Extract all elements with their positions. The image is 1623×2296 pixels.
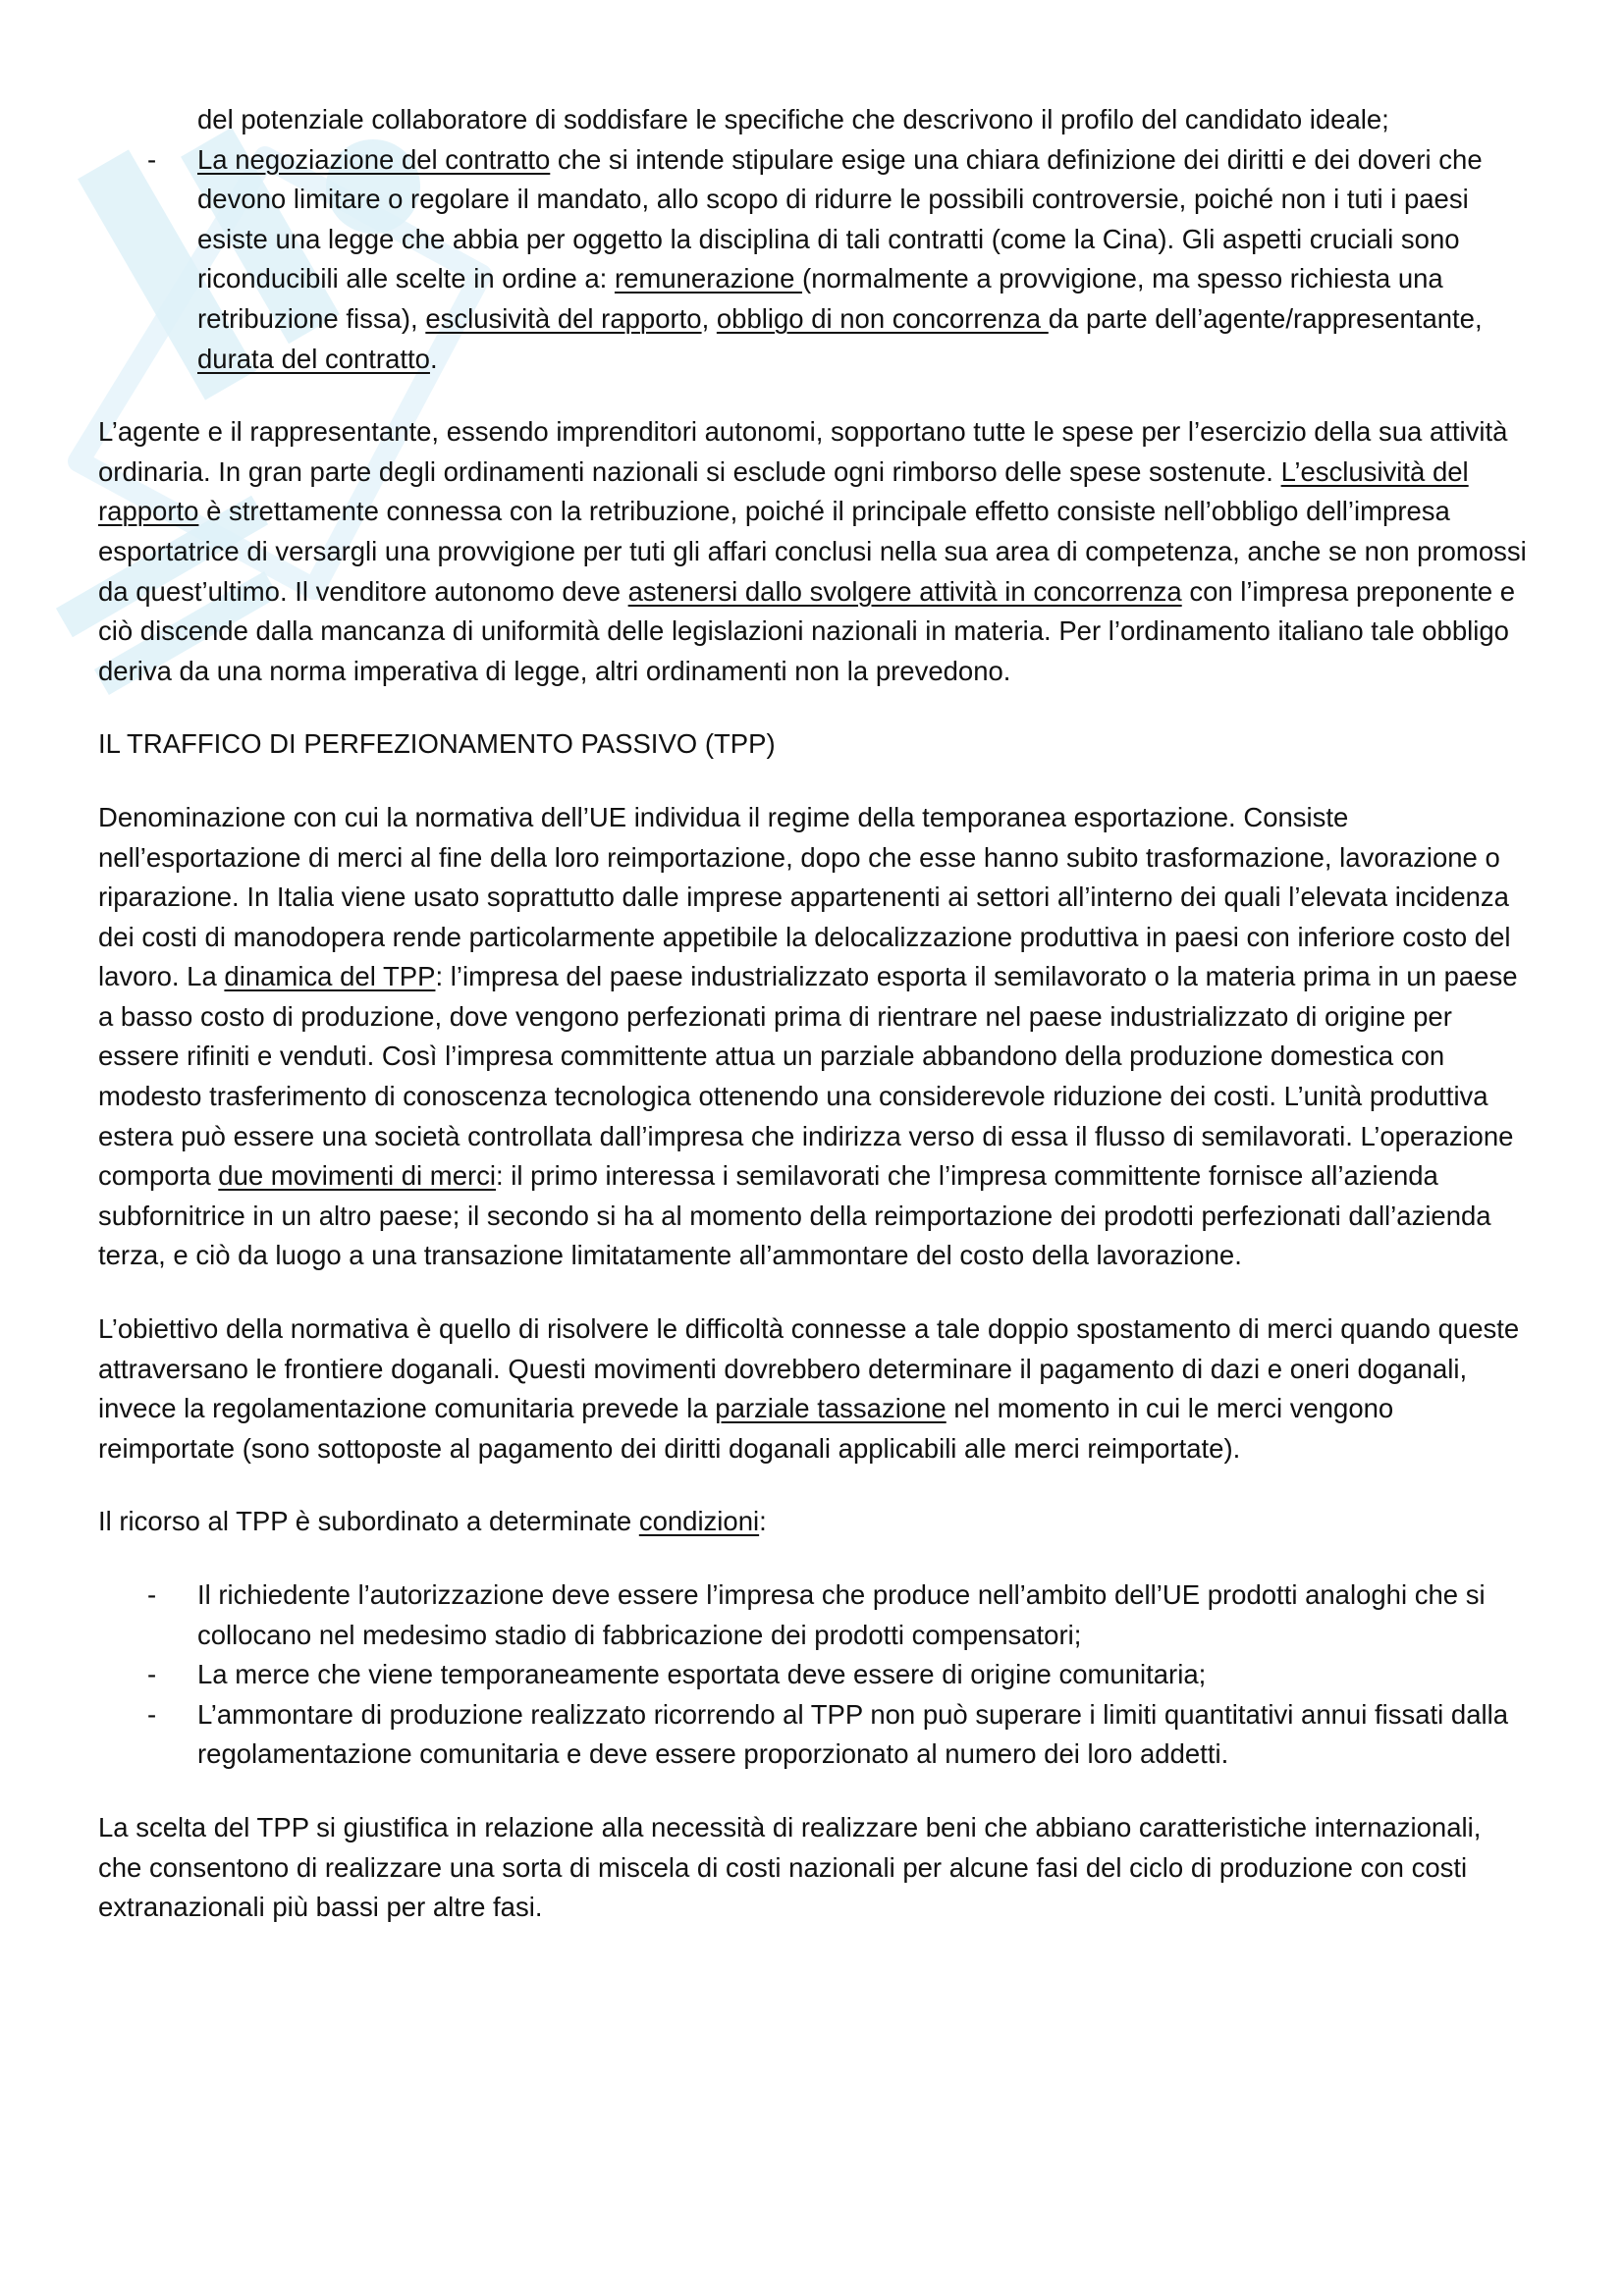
list-item-negotiation: - La negoziazione del contratto che si intende stipulare esige una chiara definizione dei diritti e dei doveri che devono limitare o regolare il mandato, allo scopo di ridurre le possibili controversie, poiché non i tuti i paesi esiste una legge che abbia per oggetto la disciplina di tali contratti (come la Cina). Gli aspetti cruciali sono riconducibili alle scelte in ordine a: remunerazione (normalmente a provvigione, ma spesso richiesta una retribuzione fissa), esclusività del rapporto, obbligo di non concorrenza da parte dell’agente/rappresentante, durata del contratto. [147, 143, 1483, 374]
paragraph-denominazione: Denominazione con cui la normativa dell’UE individua il regime della temporanea esportazione. Consiste nell’esportazione di merci al fine della loro reimportazione, dopo che esse hanno subito trasformazione, lavorazione o riparazione. In Italia viene usato soprattutto dalle imprese appartenenti ai settori all’interno dei quali l’elevata incidenza dei costi di manodopera rende particolarmente appetibile la delocalizzazione produttiva in paesi con inferiore costo del lavoro. La dinamica del TPP: l’impresa del paese industrializzato esporta il semilavorato o la materia prima in un paese a basso costo di produzione, dove vengono perfezionati prima di rientrare nel paese industrializzato di origine per essere rifiniti e venduti. Così l’impresa committente attua un parziale abbandono della produzione domestica con modesto trasferimento di conoscenza tecnologica ottenendo una considerevole riduzione dei costi. L’unità produttiva estera può essere una società controllata dall’impresa che indirizza verso di essa il flusso di semilavorati. L’operazione comporta due movimenti di merci: il primo interessa i semilavorati che l’impresa committente fornisce all’azienda subfornitrice in un altro paese; il secondo si ha al momento della reimportazione dei prodotti perfezionati dall’azienda terza, e ciò da luogo a una transazione limitatamente all’ammontare del costo della lavorazione. [98, 801, 1518, 1271]
paragraph-scelta: La scelta del TPP si giustifica in relazione alla necessità di realizzare beni che abbiano caratteristiche internazionali, che consentono di realizzare una sorta di miscela di costi nazionali per alcune fasi del ciclo di produzione con costi extranazionali più bassi per altre fasi. [98, 1811, 1482, 1923]
underlined-term: obbligo di non concorrenza [716, 302, 1049, 334]
underlined-term: durata del contratto [197, 343, 430, 374]
paragraph-obiettivo: L’obiettivo della normativa è quello di risolvere le difficoltà connesse a tale doppio spostamento di merci quando queste attraversano le frontiere doganali. Questi movimenti dovrebbero determinare il pagamento di dazi e oneri doganali, invece la regolamentazione comunitaria prevede la parziale tassazione nel momento in cui le merci vengono reimportate (sono sottoposte al pagamento dei diritti doganali applicabili alle merci reimportate). [98, 1313, 1520, 1464]
underlined-term: dinamica del TPP [224, 961, 436, 992]
section-heading: IL TRAFFICO DI PERFEZIONAMENTO PASSIVO (TPP) [98, 728, 776, 760]
underlined-term: due movimenti di merci [218, 1160, 497, 1192]
underlined-term: esclusività del rapporto [425, 302, 702, 334]
underlined-term: condizioni [638, 1506, 760, 1537]
document-body [98, 100, 1532, 1961]
list-item: - La merce che viene temporaneamente esportata deve essere di origine comunitaria; [147, 1659, 1207, 1690]
underlined-term: L’esclusività del rapporto [98, 455, 1469, 527]
conditions-list [98, 1575, 1532, 1775]
paragraph-agente: L’agente e il rappresentante, essendo imprenditori autonomi, sopportano tutte le spese per l’esercizio della sua attività ordinaria. In gran parte degli ordinamenti nazionali si esclude ogni rimborso delle spese sostenute. L’esclusività del rapporto è strettamente connessa con la retribuzione, poiché il principale effetto consiste nell’obbligo dell’impresa esportatrice di versargli una provvigione per tuti gli affari conclusi nella sua area di competenza, anche se non promossi da quest’ultimo. Il venditore autonomo deve astenersi dallo svolgere attività in concorrenza con l’impresa preponente e ciò discende dalla mancanza di uniformità delle legislazioni nazionali in materia. Per l’ordinamento italiano tale obbligo deriva da una norma imperativa di legge, altri ordinamenti non la prevedono. [98, 416, 1527, 686]
list-item: - L’ammontare di produzione realizzato ricorrendo al TPP non può superare i limiti quantitativi annui fissati dalla regolamentazione comunitaria e deve essere proporzionato al numero dei loro addetti. [147, 1698, 1508, 1770]
underlined-term: parziale tassazione [715, 1393, 947, 1424]
paragraph-ricorso: Il ricorso al TPP è subordinato a determinate condizioni: [98, 1506, 767, 1537]
list-item-continuation: del potenziale collaboratore di soddisfare le specifiche che descrivono il profilo del candidato ideale; [197, 104, 1389, 134]
list-item: - Il richiedente l’autorizzazione deve essere l’impresa che produce nell’ambito dell’UE prodotti analoghi che si collocano nel medesimo stadio di fabbricazione dei prodotti compensatori; [147, 1579, 1486, 1650]
underlined-term: La negoziazione del contratto [197, 143, 551, 175]
underlined-term: astenersi dallo svolgere attività in concorrenza [627, 575, 1182, 607]
underlined-term: remunerazione [614, 263, 803, 294]
contract-list [98, 100, 1532, 379]
